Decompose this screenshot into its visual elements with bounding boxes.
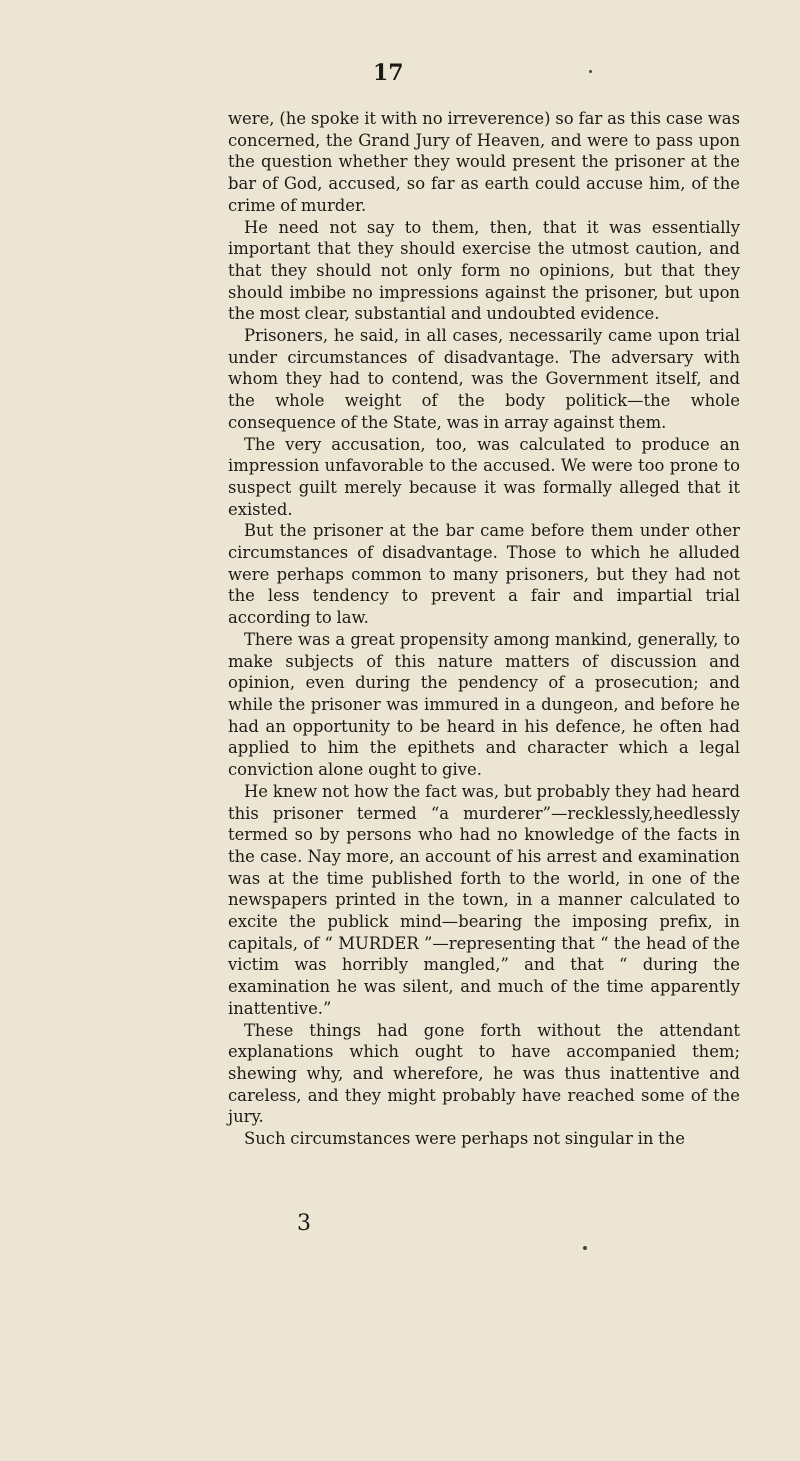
speck-mark: [589, 70, 592, 73]
paragraph: But the prisoner at the bar came before them under other circumstances of disadvantage. Those to which he alluded were perhaps common to many prisoners, but they had not the less tendency to prevent a fair and impartial trial according to law.: [228, 521, 740, 628]
body-text: [228, 108, 740, 1150]
paragraph: The very accusation, too, was calculated to produce an impression unfavorable to the accused. We were too prone to suspect guilt merely because it was formally alleged that it existed.: [228, 434, 740, 519]
signature-mark: 3: [297, 1211, 311, 1236]
page-number: 17: [373, 60, 404, 86]
paragraph: These things had gone forth without the attendant explanations which ought to have accompanied them; shewing why, and wherefore, he was thus inattentive and careless, and they might probably have reached some of the jury.: [228, 1020, 740, 1127]
paragraph: Such circumstances were perhaps not singular in the: [244, 1129, 685, 1149]
paragraph: were, (he spoke it with no irreverence) so far as this case was concerned, the Grand Jury of Heaven, and were to pass upon the question whether they would present the prisoner at the bar of God, accused, so far as earth could accuse him, of the crime of murder.: [228, 109, 740, 215]
paragraph: There was a great propensity among mankind, generally, to make subjects of this nature matters of discussion and opinion, even during the pendency of a prosecution; and while the prisoner was immured in a dungeon, and before he had an opportunity to be heard in his defence, he often had applied to him the epithets and character which a legal conviction alone ought to give.: [228, 629, 740, 780]
paragraph: Prisoners, he said, in all cases, necessarily came upon trial under circumstances of disadvantage. The adversary with whom they had to contend, was the Government itself, and the whole weight of the body politick—the whole consequence of the State, was in array against them.: [228, 326, 740, 432]
paragraph: He need not say to them, then, that it was essentially important that they should exercise the utmost caution, and that they should not only form no opinions, but that they should imbibe no impressions against the prisoner, but upon the most clear, substantial and undoubted evidence.: [228, 217, 740, 324]
speck-mark: [583, 1246, 587, 1250]
paragraph: He knew not how the fact was, but probably they had heard this prisoner termed “a murderer”—recklessly,heedlessly termed so by persons who had no knowledge of the facts in the case. Nay more, an account of his arrest and examination was at the time published forth to the world, in one of the newspapers printed in the town, in a manner calculated to excite the publick mind—bearing the imposing prefix, in capitals, of “ MURDER ”—representing that “ the head of the victim was horribly mangled,” and that “ during the examination he was silent, and much of the time apparently inattentive.”: [228, 781, 740, 1018]
